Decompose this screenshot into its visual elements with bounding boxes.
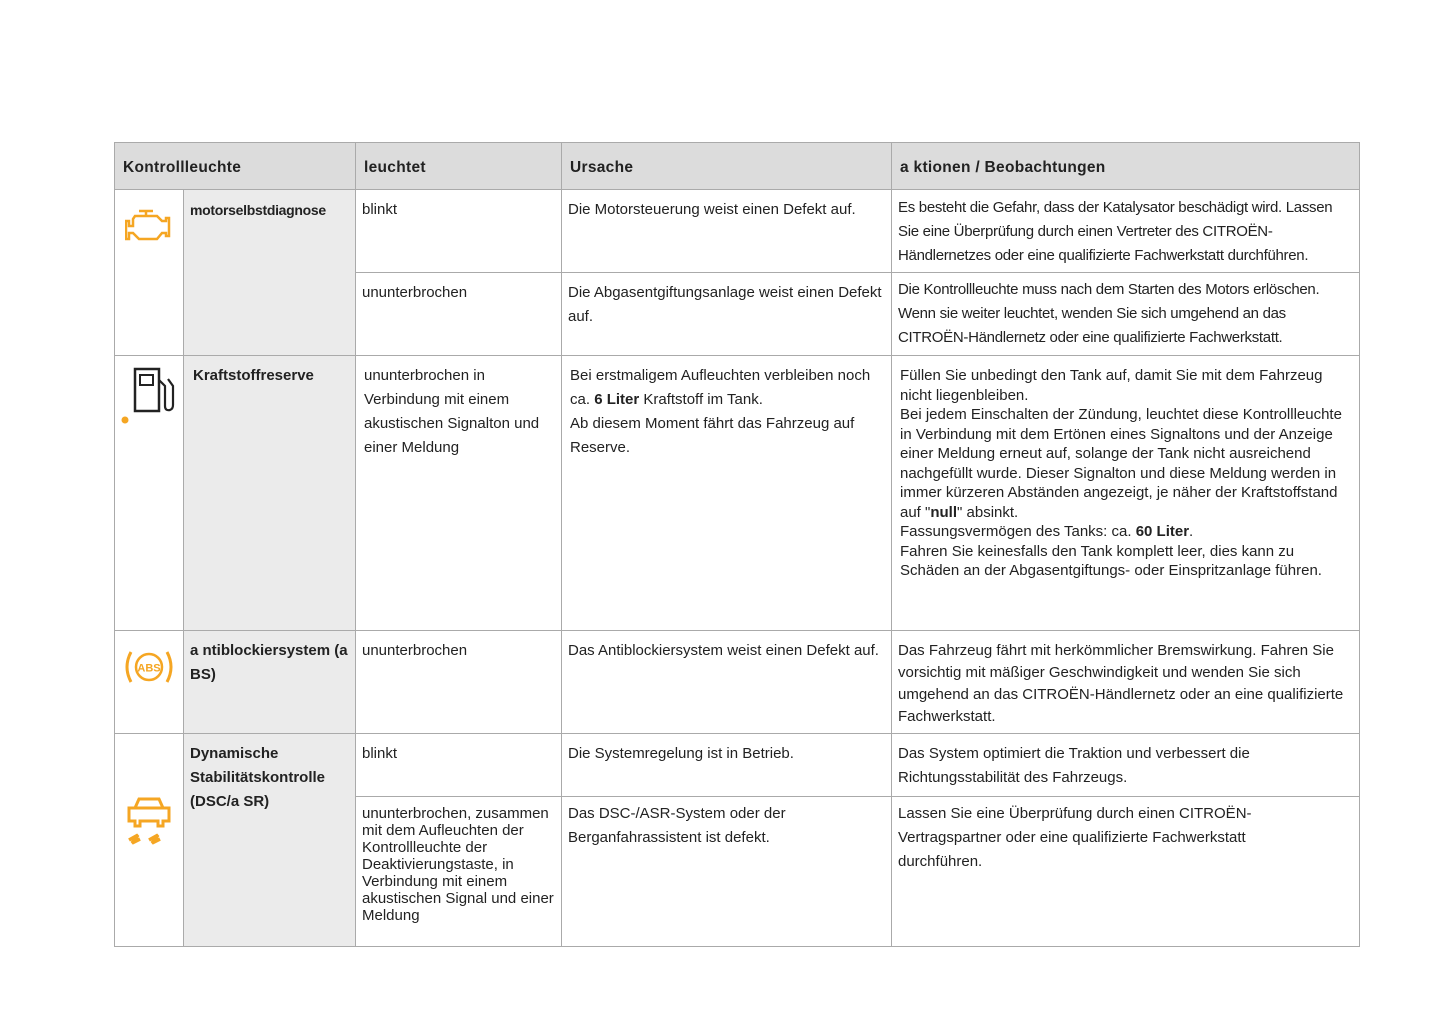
cause-cell <box>561 355 892 631</box>
action-cell: Lassen Sie eine Überprüfung durch einen CITROËN-Vertragspartner oder eine qualifizierte Fachwerkstatt durchführen. <box>891 796 1360 947</box>
text: Füllen Sie unbedingt den Tank auf, damit Sie mit dem Fahrzeug nicht liegenbleiben. <box>900 367 1323 404</box>
text: Kraftstoff im Tank. <box>639 391 763 408</box>
icon-cell <box>114 733 184 947</box>
text: Fahren Sie keinesfalls den Tank komplett leer, dies kann zu Schäden an der Abgasentgiftungs- oder Einspritzanlage führen. <box>900 542 1322 579</box>
header-kontrollleuchte: Kontrollleuchte <box>114 142 356 190</box>
action-cell: Das System optimiert die Traktion und verbessert die Richtungsstabilität des Fahrzeugs. <box>891 733 1360 797</box>
cause-cell: Das DSC-/ASR-System oder der Berganfahrassistent ist defekt. <box>561 796 892 947</box>
header-ursache: Ursache <box>561 142 892 190</box>
label-kraftstoffreserve: Kraftstoffreserve <box>183 355 356 631</box>
skidding-car-icon <box>123 796 175 854</box>
text: . <box>1189 523 1194 540</box>
svg-text:ABS: ABS <box>137 662 161 675</box>
state-cell: ununterbrochen in Verbindung mit einem akustischen Signalton und einer Meldung <box>355 355 562 631</box>
text: Ab diesem Moment fährt das Fahrzeug auf Reserve. <box>570 415 855 456</box>
label-antiblockiersystem: a ntiblockiersystem (a BS) <box>183 630 356 734</box>
fuel-pump-icon <box>119 366 179 426</box>
engine-icon <box>125 208 175 244</box>
header-leuchtet: leuchtet <box>355 142 562 190</box>
text: Fassungsvermögen des Tanks: ca. <box>900 523 1136 540</box>
state-cell: blinkt <box>355 189 562 273</box>
label-motorselbstdiagnose: motorselbstdiagnose <box>183 189 356 356</box>
action-cell: Die Kontrollleuchte muss nach dem Starten des Motors erlöschen. Wenn sie weiter leuchtet, wenden Sie sich umgehend an das CITROËN-Händlernetz oder eine qualifizierte Fachwerkstatt. <box>891 272 1360 356</box>
cause-cell: Die Systemregelung ist in Betrieb. <box>561 733 892 797</box>
tank-capacity: 60 Liter <box>1135 523 1190 540</box>
text: " absinkt. <box>957 503 1019 521</box>
icon-cell <box>114 630 184 734</box>
action-cell: Es besteht die Gefahr, dass der Katalysator beschädigt wird. Lassen Sie eine Überprüfung durch einen Vertreter des CITROËN-Händlernetzes oder eine qualifizierte Fachwerkstatt durchführen. <box>891 189 1360 273</box>
state-cell: ununterbrochen, zusammen mit dem Aufleuchten der Kontrollleuchte der Deaktivierungstaste, in Verbindung mit einem akustischen Signal und einer Meldung <box>355 796 562 947</box>
fuel-reserve-amount: 6 Liter <box>594 391 640 408</box>
state-cell: blinkt <box>355 733 562 797</box>
header-aktionen: a ktionen / Beobachtungen <box>891 142 1360 190</box>
label-dynamische-stabilitaetskontrolle: Dynamische Stabilitätskontrolle (DSC/a SR) <box>183 733 356 947</box>
state-cell: ununterbrochen <box>355 630 562 734</box>
icon-cell <box>114 189 184 356</box>
cause-cell: Das Antiblockiersystem weist einen Defekt auf. <box>561 630 892 734</box>
state-cell: ununterbrochen <box>355 272 562 356</box>
cause-cell: Die Motorsteuerung weist einen Defekt auf. <box>561 189 892 273</box>
icon-cell <box>114 355 184 631</box>
text: Bei jedem Einschalten der Zündung, leuchtet diese Kontrollleuchte in Verbindung mit dem Ertönen eines Signaltons und der Anzeige einer Meldung erneut auf, solange der Tank nicht ausreichend nachgefüllt wurde. Dieser Signalton und diese Meldung werden in immer kürzeren Abständen angezeigt, je näher der Kraftstoffstand auf " <box>900 406 1342 521</box>
action-cell <box>891 355 1360 631</box>
cause-cell: Die Abgasentgiftungsanlage weist einen Defekt auf. <box>561 272 892 356</box>
text: Bei erstmaligem Aufleuchten verbleiben noch ca. <box>570 367 871 408</box>
abs-icon <box>123 647 175 687</box>
action-cell: Das Fahrzeug fährt mit herkömmlicher Bremswirkung. Fahren Sie vorsichtig mit mäßiger Geschwindigkeit und wenden Sie sich umgehend an das CITROËN-Händlernetz oder an eine qualifizierte Fachwerkstatt. <box>891 630 1360 734</box>
text: null <box>930 503 958 521</box>
